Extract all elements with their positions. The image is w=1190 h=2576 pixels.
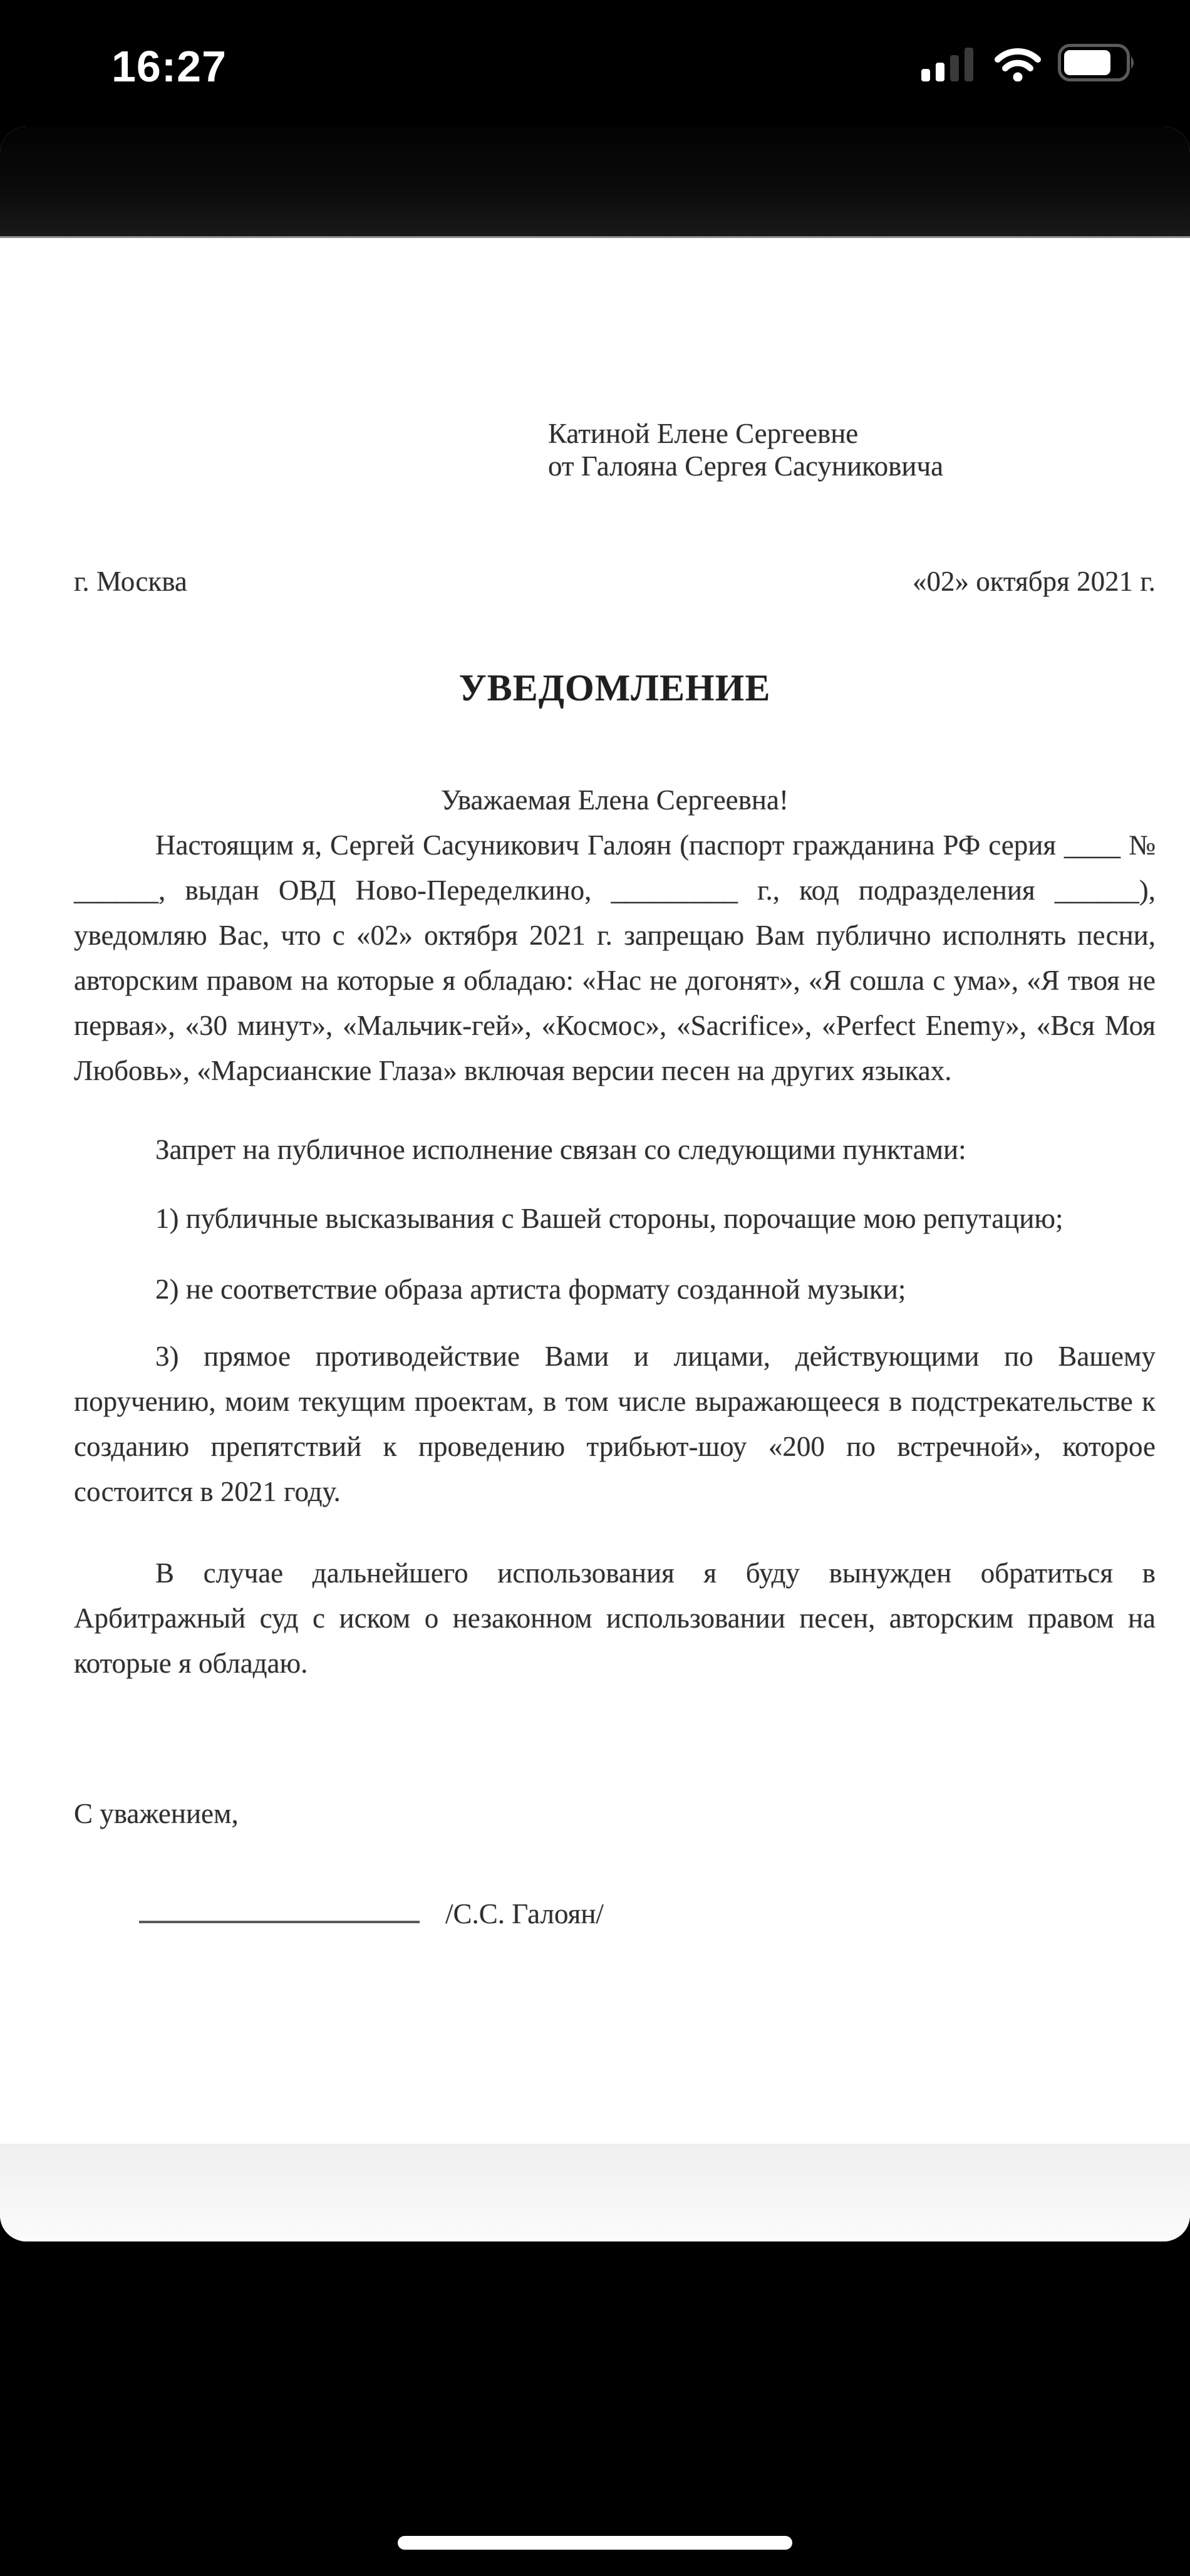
document-city: г. Москва <box>74 566 187 597</box>
battery-icon <box>1058 44 1137 85</box>
status-time: 16:27 <box>111 42 227 91</box>
sender-name: от Галояна Сергея Сасуниковича <box>548 450 944 482</box>
closing-line: С уважением, <box>74 1798 239 1829</box>
recipient-name: Катиной Елене Сергеевне <box>548 418 859 449</box>
paragraph-reason-1: 1) публичные высказывания с Вашей стороны, порочащие мою репутацию; <box>155 1203 1063 1234</box>
signature-row <box>139 1891 1156 1936</box>
greeting-line: Уважаемая Елена Сергеевна! <box>441 784 789 816</box>
photo-gray-bottom-edge <box>0 2144 1190 2240</box>
paragraph-court-warning: В случае дальнейшего использования я буду вынужден обратиться в Арбитражный суд с иском о незаконном использовании песен, авторским правом на которые я обладаю. <box>74 1557 1156 1679</box>
paragraph-reasons-intro: Запрет на публичное исполнение связан со следующими пунктами: <box>155 1134 966 1165</box>
signature-blank-line <box>139 1894 420 1923</box>
paragraph-reason-3: 3) прямое противодействие Вами и лицами, действующими по Вашему поручению, моим текущим проектам, в том числе выражающееся в подстрекательстве к созданию препятствий к проведению трибьют-шоу «200 по встречной», которое состоится в 2021 году. <box>74 1341 1156 1507</box>
signature-name: /С.С. Галоян/ <box>445 1898 604 1929</box>
city-date-row <box>74 559 1156 604</box>
recipient-block <box>548 417 1156 482</box>
photo-dark-top-edge <box>0 127 1190 238</box>
document-photo[interactable] <box>0 127 1190 2241</box>
wifi-icon <box>994 46 1042 85</box>
paragraph-reason-2: 2) не соответствие образа артиста формату созданной музыки; <box>155 1274 906 1305</box>
status-bar <box>0 0 1190 106</box>
home-indicator[interactable] <box>398 2536 792 2550</box>
cellular-signal-icon <box>921 48 978 85</box>
paragraph-notice-body: Настоящим я, Сергей Сасуникович Галоян (паспорт гражданина РФ серия ____ № ______, выдан ОВД Ново-Переделкино, _________ г., код подразделения ______), уведомляю Вас, что с «02» октября 2021 г. запрещаю Вам публично исполнять песни, авторским правом на которые я обладаю: «Нас не догонят», «Я сошла с ума», «Я твоя не первая», «30 минут», «Мальчик-гей», «Космос», «Sacrifice», «Perfect Enemy», «Вся Моя Любовь», «Марсианские Глаза» включая версии песен на других языках. <box>74 829 1156 1086</box>
document-title: УВЕДОМЛЕНИЕ <box>458 667 771 709</box>
status-icons <box>921 44 1137 85</box>
document-date: «02» октября 2021 г. <box>912 566 1156 597</box>
document-page <box>0 238 1190 2144</box>
